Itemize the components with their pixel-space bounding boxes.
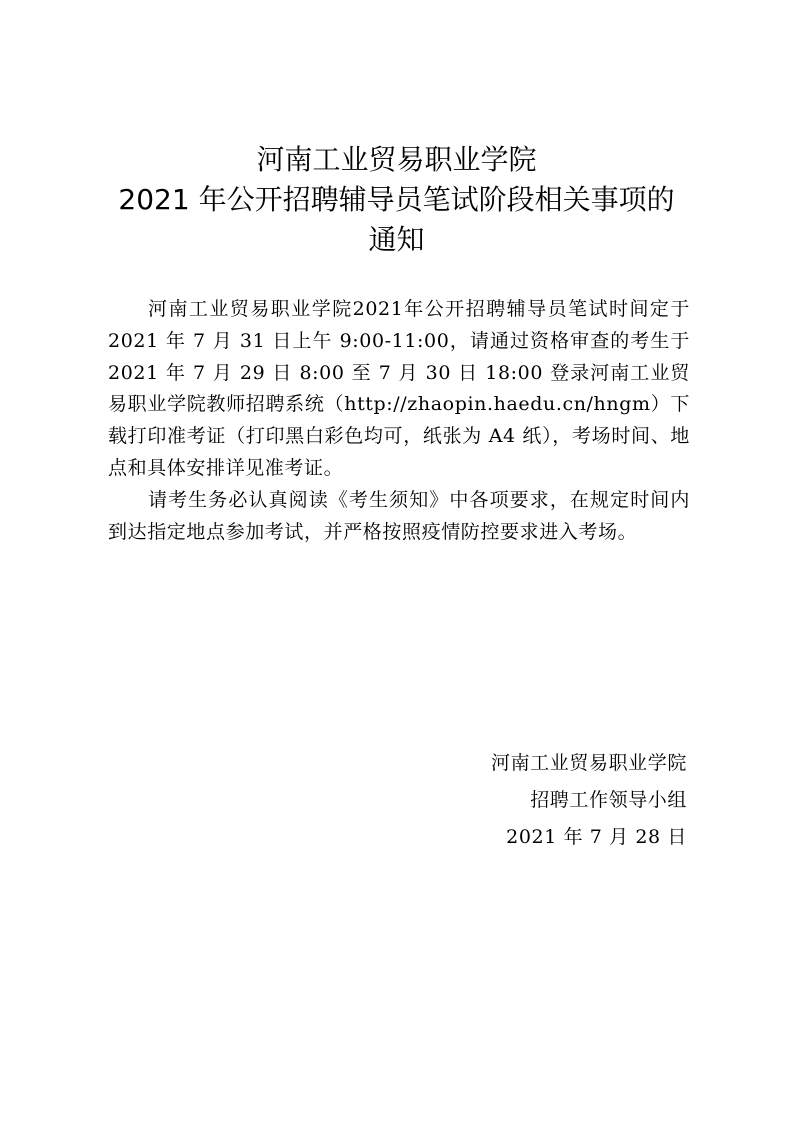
title-line-3: 通知 [368, 223, 425, 256]
signature-block [491, 745, 687, 856]
document-body [108, 294, 690, 548]
paragraph-exam-schedule: 河南工业贸易职业学院2021年公开招聘辅导员笔试时间定于 2021 年 7 月 31 日上午 9:00-11:00，请通过资格审查的考生于 2021 年 7 月 29 日 8:00 至 7 月 30 日 18:00 登录河南工业贸易职业学院教师招聘系统（http://zhaopin.haedu.cn/hngm）下载打印准考证（打印黑白彩色均可，纸张为 A4 纸），考场时间、地点和具体安排详见准考证。 [108, 298, 690, 479]
title-line-2: 2021 年公开招聘辅导员笔试阶段相关事项的 [118, 183, 675, 216]
signature-org: 河南工业贸易职业学院 [490, 752, 687, 774]
signature-group: 招聘工作领导小组 [530, 789, 687, 811]
paragraph-exam-requirements: 请考生务必认真阅读《考生须知》中各项要求，在规定时间内到达指定地点参加考试，并严格按照疫情防控要求进入考场。 [108, 488, 690, 543]
signature-date: 2021 年 7 月 28 日 [506, 826, 687, 848]
title-line-1: 河南工业贸易职业学院 [256, 143, 537, 176]
document-title [96, 140, 697, 260]
